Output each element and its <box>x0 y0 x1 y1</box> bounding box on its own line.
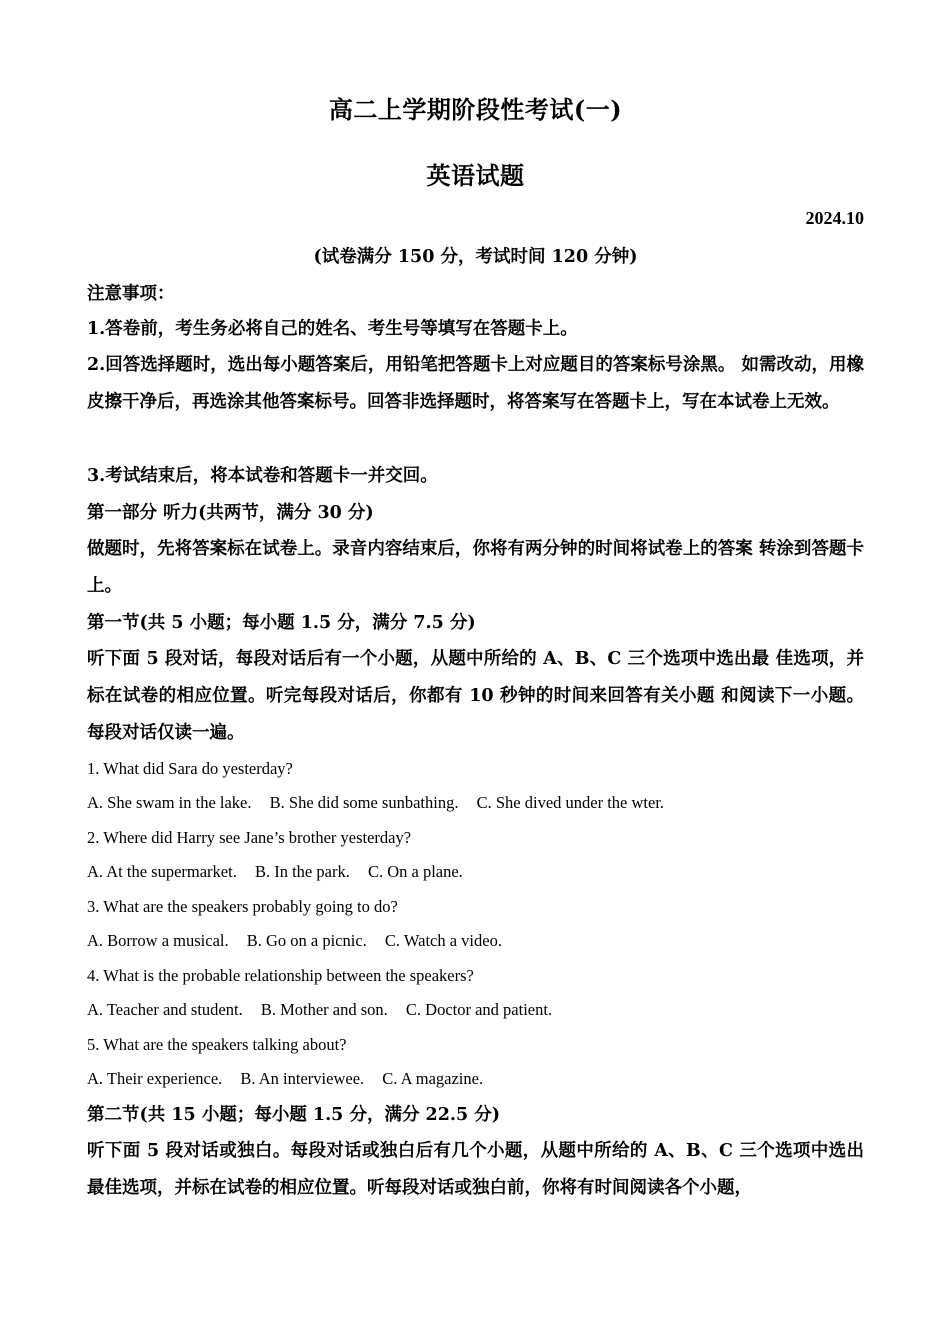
question-stem: 5. What are the speakers talking about? <box>87 1035 347 1054</box>
question-options <box>87 792 864 814</box>
part1-heading: 第一部分 听力(共两节，满分 30 分) <box>87 503 374 523</box>
option-a: A. At the supermarket. <box>87 862 237 881</box>
option-b: B. Mother and son. <box>260 1000 388 1019</box>
question-stem: 1. What did Sara do yesterday? <box>87 759 293 778</box>
part1-intro: 做题时，先将答案标在试卷上。录音内容结束后，你将有两分钟的时间将试卷上的答案 转涂到答题卡上。 <box>87 539 864 596</box>
option-a: A. She swam in the lake. <box>87 793 252 812</box>
question-stem: 4. What is the probable relationship between the speakers? <box>87 966 474 985</box>
notes-heading: 注意事项： <box>87 284 175 304</box>
exam-info: (试卷满分 150 分，考试时间 120 分钟) <box>313 247 638 267</box>
option-c: C. Watch a video. <box>384 931 502 950</box>
question-options <box>87 999 864 1021</box>
question-options <box>87 930 864 952</box>
section2-heading: 第二节(共 15 小题；每小题 1.5 分，满分 22.5 分) <box>87 1105 501 1125</box>
question-stem: 3. What are the speakers probably going to do? <box>87 897 398 916</box>
note-item-3: 3.考试结束后，将本试卷和答题卡一并交回。 <box>87 466 438 486</box>
question-stem: 2. Where did Harry see Jane’s brother yesterday? <box>87 828 412 847</box>
question-options <box>87 1068 864 1090</box>
option-b: B. She did some sunbathing. <box>269 793 459 812</box>
note-item-2: 2.回答选择题时，选出每小题答案后，用铅笔把答题卡上对应题目的答案标号涂黑。 如需改动，用橡皮擦干净后，再选涂其他答案标号。回答非选择题时，将答案写在答题卡上，写在本试卷上无效。 <box>87 355 864 412</box>
option-c: C. Doctor and patient. <box>405 1000 553 1019</box>
section2-instructions: 听下面 5 段对话或独白。每段对话或独白后有几个小题，从题中所给的 A、B、C 三个选项中选出最佳选项，并标在试卷的相应位置。听每段对话或独白前，你将有时间阅读各个小题， <box>87 1141 864 1198</box>
note-item-1: 1.答卷前，考生务必将自己的姓名、考生号等填写在答题卡上。 <box>87 319 578 339</box>
section1-instructions: 听下面 5 段对话，每段对话后有一个小题，从题中所给的 A、B、C 三个选项中选出最 佳选项，并标在试卷的相应位置。听完每段对话后，你都有 10 秒钟的时间来回答有关小题 和阅读下一小题。每段对话仅读一遍。 <box>87 649 864 743</box>
option-a: A. Teacher and student. <box>87 1000 243 1019</box>
option-c: C. On a plane. <box>367 862 463 881</box>
option-b: B. Go on a picnic. <box>246 931 367 950</box>
question-options <box>87 861 864 883</box>
option-b: B. An interviewee. <box>240 1069 365 1088</box>
exam-subtitle: 英语试题 <box>426 161 525 190</box>
option-c: C. A magazine. <box>382 1069 484 1088</box>
option-a: A. Borrow a musical. <box>87 931 229 950</box>
option-a: A. Their experience. <box>87 1069 223 1088</box>
section1-heading: 第一节(共 5 小题；每小题 1.5 分，满分 7.5 分) <box>87 613 476 633</box>
exam-title: 高二上学期阶段性考试(一) <box>328 95 623 124</box>
option-b: B. In the park. <box>254 862 350 881</box>
option-c: C. She dived under the wter. <box>476 793 665 812</box>
exam-date: 2024.10 <box>805 208 864 228</box>
